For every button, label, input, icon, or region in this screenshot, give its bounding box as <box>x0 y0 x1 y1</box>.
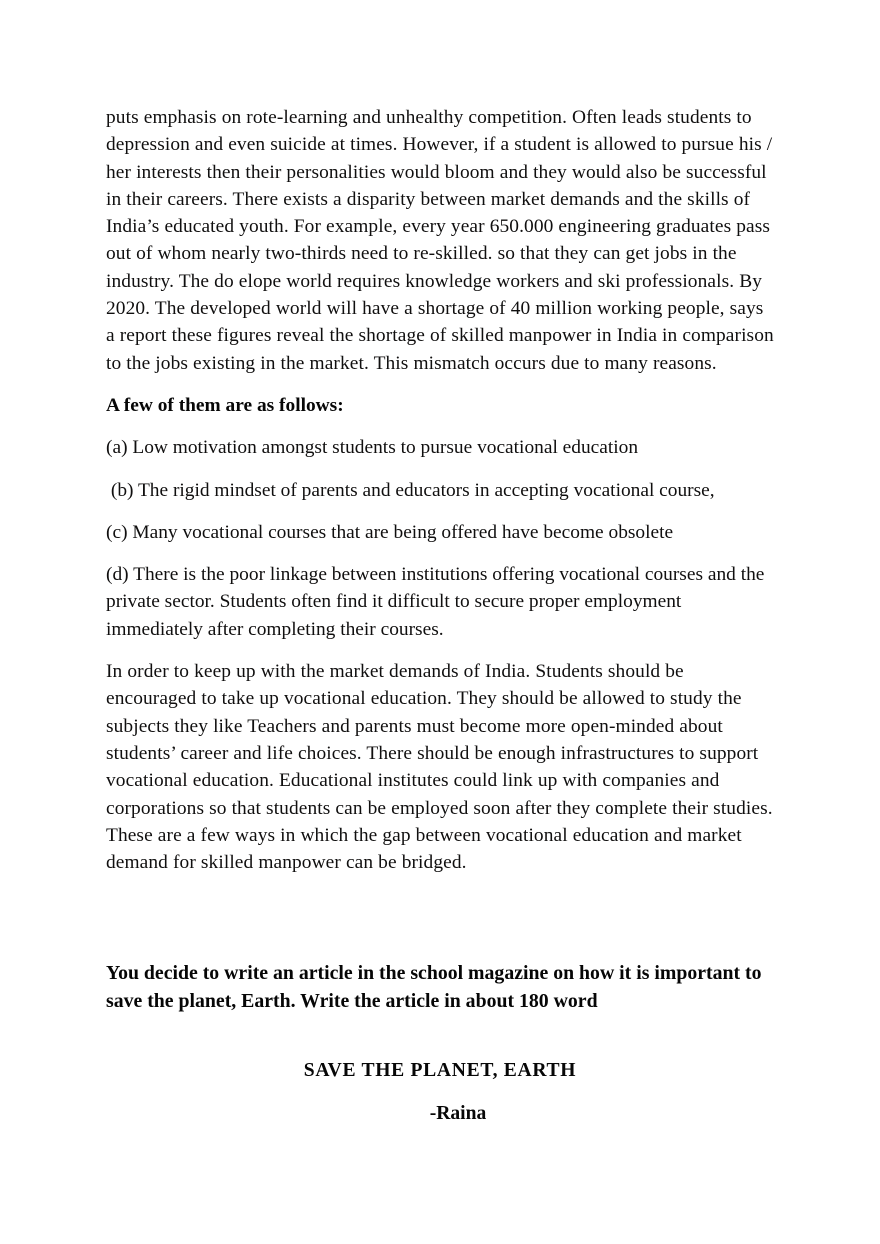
list-item: (d) There is the poor linkage between institutions offering vocational courses and the private sector. Students often find it difficult to secure proper employment immediately after completing their courses. <box>106 564 765 640</box>
list-item: (a) Low motivation amongst students to pursue vocational education <box>106 437 639 459</box>
list-item: (c) Many vocational courses that are being offered have become obsolete <box>106 521 674 543</box>
document-body <box>106 104 774 891</box>
body-paragraph-1: puts emphasis on rote-learning and unhealthy competition. Often leads students to depression and even suicide at times. However, if a student is allowed to pursue his / her interests then their personalities would bloom and they would also be successful in their careers. There exists a disparity between market demands and the skills of India’s educated youth. For example, every year 650.000 engineering graduates pass out of whom nearly two-thirds need to re-skilled. so that they can get jobs in the industry. The do elope world requires knowledge workers and ski professionals. By 2020. The developed world will have a shortage of 40 million working people, says a report these figures reveal the shortage of skilled manpower in India in comparison to the jobs existing in the market. This mismatch occurs due to many reasons. <box>106 107 774 374</box>
list-item: (b) The rigid mindset of parents and educators in accepting vocational course, <box>106 479 715 501</box>
article-title: SAVE THE PLANET, EARTH <box>303 1060 577 1081</box>
writing-prompt: You decide to write an article in the school magazine on how it is important to save the planet, Earth. Write the article in about 180 word <box>106 962 762 1012</box>
body-paragraph-2: In order to keep up with the market demands of India. Students should be encouraged to take up vocational education. They should be allowed to study the subjects they like Teachers and parents must become more open-minded about students’ career and life choices. There should be enough infrastructures to support vocational education. Educational institutes could link up with companies and corporations so that students can be employed soon after they complete their studies. These are a few ways in which the gap between vocational education and market demand for skilled manpower can be bridged. <box>106 661 773 874</box>
section-heading-reasons: A few of them are as follows: <box>106 394 344 416</box>
article-byline: -Raina <box>429 1103 487 1124</box>
